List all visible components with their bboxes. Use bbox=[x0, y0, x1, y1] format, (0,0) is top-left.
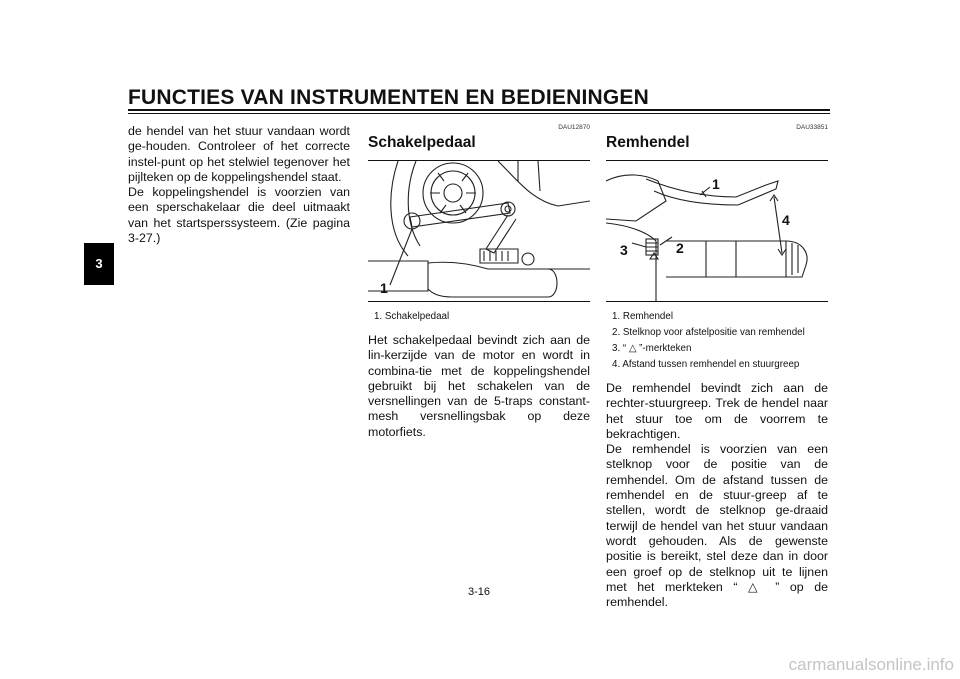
header-rule-thin bbox=[128, 113, 830, 114]
caption-item: 1. Schakelpedaal bbox=[374, 311, 450, 322]
col2-body: Het schakelpedaal bevindt zich aan de lin-kerzijde van de motor en wordt in combina-tie met de koppelingshendel gebruikt bij het schakelen van de versnellingen van de 5-traps constant-mesh versnellingsbak op deze motorfiets. bbox=[368, 333, 590, 439]
shift-pedal-figure bbox=[368, 160, 590, 302]
caption-item: 3. “ △ ”-merkteken bbox=[612, 343, 692, 354]
section-code: DAU33851 bbox=[796, 124, 828, 131]
page-header-title: FUNCTIES VAN INSTRUMENTEN EN BEDIENINGEN bbox=[128, 86, 649, 109]
callout-3: 3 bbox=[620, 242, 628, 258]
column-2 bbox=[368, 124, 590, 440]
col3-paragraph-1: De remhendel bevindt zich aan de rechter-stuurgreep. Trek de hendel naar het stuur toe om de voorrem te bekrachtigen. bbox=[606, 381, 828, 441]
callout-1: 1 bbox=[380, 280, 388, 296]
watermark: carmanualsonline.info bbox=[788, 655, 954, 674]
caption-item: 2. Stelknop voor afstelpositie van remhendel bbox=[612, 327, 805, 338]
page-number: 3-16 bbox=[468, 586, 491, 598]
chapter-tab: 3 bbox=[84, 243, 114, 285]
brake-lever-figure bbox=[606, 160, 828, 302]
callout-2: 2 bbox=[676, 240, 684, 256]
col1-paragraph-2: De koppelingshendel is voorzien van een sperschakelaar die deel uitmaakt van het startsperssysteem. (Zie pagina 3-27.) bbox=[128, 185, 350, 246]
callout-4: 4 bbox=[782, 212, 790, 228]
shift-pedal-illustration bbox=[368, 161, 590, 301]
caption-item: 1. Remhendel bbox=[612, 311, 673, 322]
figure-captions bbox=[612, 310, 828, 371]
figure-captions bbox=[374, 310, 590, 323]
section-code: DAU12870 bbox=[558, 124, 590, 131]
col1-paragraph-1: de hendel van het stuur vandaan wordt ge-houden. Controleer of het correcte instel-punt op het stelwiel tegenover het pijlteken op de koppelingshendel staat. bbox=[128, 124, 350, 184]
callout-1: 1 bbox=[712, 176, 720, 192]
section-title: Remhendel bbox=[606, 134, 690, 151]
column-1 bbox=[128, 124, 350, 246]
col3-paragraph-2: De remhendel is voorzien van een stelknop voor de positie van de remhendel. Om de afstand tussen de remhendel en de stuur-greep af te stellen, wordt de stelknop ge-draaid terwijl de hendel van het stuur vandaan wordt gehouden. Als de gewenste positie is bereikt, stel deze dan in door een groef op de stelknop uit te lijnen met het merkteken “ △ ” op de remhendel. bbox=[606, 442, 828, 610]
caption-item: 4. Afstand tussen remhendel en stuurgreep bbox=[612, 359, 800, 370]
column-3 bbox=[606, 124, 828, 610]
section-title: Schakelpedaal bbox=[368, 134, 476, 151]
header-rule-thick bbox=[128, 109, 830, 111]
